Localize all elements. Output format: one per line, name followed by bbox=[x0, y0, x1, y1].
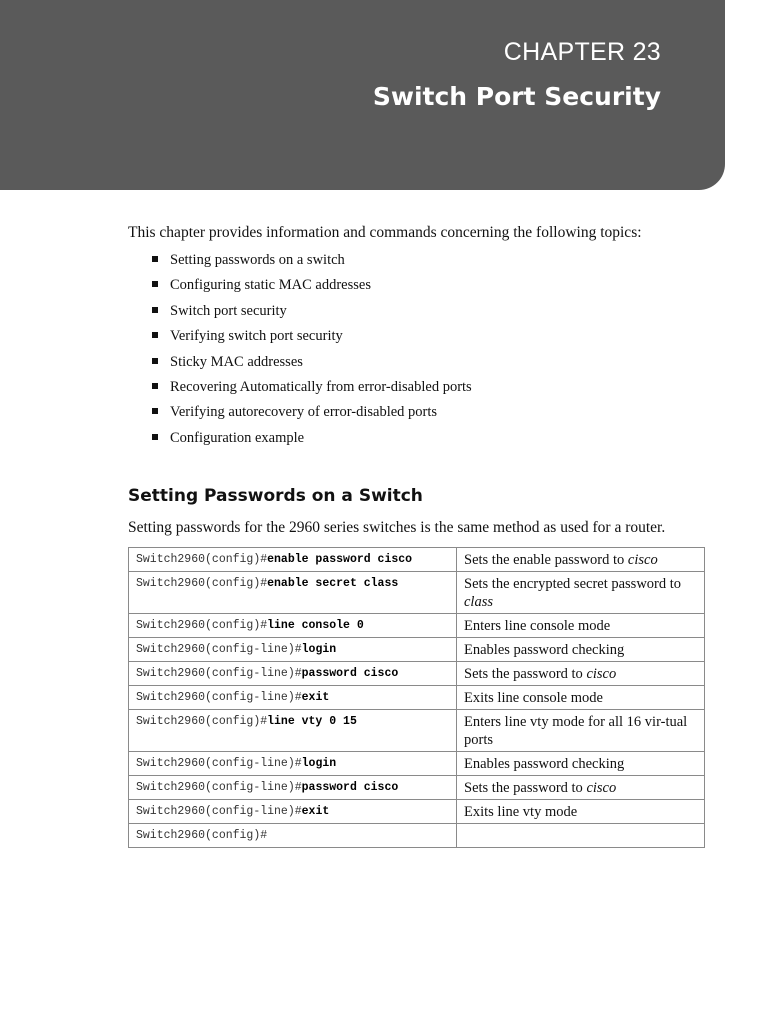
table-row bbox=[129, 752, 705, 776]
description-cell bbox=[457, 800, 705, 824]
description-emphasis: class bbox=[464, 594, 493, 610]
command-prompt: Switch2960(config-line)# bbox=[136, 691, 302, 704]
topic-item bbox=[152, 402, 472, 427]
topic-item bbox=[152, 326, 472, 351]
section-heading: Setting Passwords on a Switch bbox=[128, 486, 423, 506]
topic-item bbox=[152, 352, 472, 377]
command-prompt: Switch2960(config)# bbox=[136, 577, 268, 590]
bullet-icon bbox=[152, 307, 158, 313]
description-cell bbox=[457, 638, 705, 662]
topic-label: Sticky MAC addresses bbox=[170, 353, 303, 370]
command-cell bbox=[129, 614, 457, 638]
table-row bbox=[129, 662, 705, 686]
command-cell bbox=[129, 752, 457, 776]
command-prompt: Switch2960(config)# bbox=[136, 553, 268, 566]
description-cell bbox=[457, 686, 705, 710]
command-cell bbox=[129, 662, 457, 686]
topic-item bbox=[152, 428, 472, 453]
command-keyword: password cisco bbox=[301, 781, 399, 794]
description-cell bbox=[457, 752, 705, 776]
section-text: Setting passwords for the 2960 series switches is the same method as used for a router. bbox=[128, 519, 666, 536]
command-prompt: Switch2960(config-line)# bbox=[136, 757, 302, 770]
description-cell bbox=[457, 824, 705, 848]
command-prompt: Switch2960(config-line)# bbox=[136, 781, 302, 794]
command-prompt: Switch2960(config-line)# bbox=[136, 667, 302, 680]
topic-label: Verifying autorecovery of error-disabled ports bbox=[170, 404, 438, 421]
table-row bbox=[129, 638, 705, 662]
description-text: Sets the enable password to bbox=[464, 552, 628, 568]
command-keyword: login bbox=[301, 757, 337, 770]
command-cell bbox=[129, 638, 457, 662]
description-text: Enters line console mode bbox=[464, 618, 611, 634]
description-text: Enters line vty mode for all 16 vir-tual ports bbox=[464, 714, 688, 748]
topic-label: Switch port security bbox=[170, 302, 287, 319]
topic-label: Configuring static MAC addresses bbox=[170, 277, 371, 294]
description-text: Enables password checking bbox=[464, 756, 625, 772]
description-text: Sets the encrypted secret password to bbox=[464, 576, 682, 592]
table-row bbox=[129, 572, 705, 614]
table-row bbox=[129, 824, 705, 848]
table-row bbox=[129, 686, 705, 710]
command-prompt: Switch2960(config-line)# bbox=[136, 643, 302, 656]
chapter-banner bbox=[0, 0, 725, 190]
command-keyword: exit bbox=[301, 691, 330, 704]
description-text: Sets the password to bbox=[464, 666, 587, 682]
description-emphasis: cisco bbox=[586, 666, 617, 682]
description-cell bbox=[457, 776, 705, 800]
topic-item bbox=[152, 275, 472, 300]
bullet-icon bbox=[152, 358, 158, 364]
command-cell bbox=[129, 686, 457, 710]
command-cell bbox=[129, 572, 457, 614]
description-cell bbox=[457, 548, 705, 572]
command-keyword: password cisco bbox=[301, 667, 399, 680]
command-keyword: exit bbox=[301, 805, 330, 818]
description-text: Sets the password to bbox=[464, 780, 587, 796]
command-cell bbox=[129, 824, 457, 848]
description-text: Exits line console mode bbox=[464, 690, 603, 706]
topic-label: Verifying switch port security bbox=[170, 328, 343, 345]
description-cell bbox=[457, 614, 705, 638]
table-row bbox=[129, 800, 705, 824]
topic-item bbox=[152, 301, 472, 326]
description-emphasis: cisco bbox=[586, 780, 617, 796]
command-keyword: line vty 0 15 bbox=[267, 715, 357, 728]
command-prompt: Switch2960(config)# bbox=[136, 829, 268, 842]
description-cell bbox=[457, 572, 705, 614]
command-table bbox=[128, 547, 705, 848]
command-keyword: enable password cisco bbox=[267, 553, 413, 566]
table-row bbox=[129, 548, 705, 572]
command-keyword: login bbox=[301, 643, 337, 656]
chapter-number: CHAPTER 23 bbox=[503, 38, 661, 66]
topic-list bbox=[152, 250, 472, 453]
table-row bbox=[129, 710, 705, 752]
chapter-title: Switch Port Security bbox=[372, 82, 661, 111]
command-cell bbox=[129, 710, 457, 752]
topic-label: Recovering Automatically from error-disabled ports bbox=[170, 378, 472, 395]
description-text: Enables password checking bbox=[464, 642, 625, 658]
topic-label: Configuration example bbox=[170, 429, 305, 446]
command-keyword: line console 0 bbox=[267, 619, 364, 632]
bullet-icon bbox=[152, 332, 158, 338]
topic-label: Setting passwords on a switch bbox=[170, 252, 345, 268]
bullet-icon bbox=[152, 383, 158, 389]
bullet-icon bbox=[152, 408, 158, 414]
command-cell bbox=[129, 776, 457, 800]
description-cell bbox=[457, 710, 705, 752]
table-row bbox=[129, 776, 705, 800]
intro-text: This chapter provides information and commands concerning the following topics: bbox=[128, 224, 642, 241]
command-cell bbox=[129, 548, 457, 572]
topic-item bbox=[152, 250, 472, 275]
command-keyword: enable secret class bbox=[267, 577, 399, 590]
description-text: Exits line vty mode bbox=[464, 804, 578, 820]
topic-item bbox=[152, 377, 472, 402]
command-prompt: Switch2960(config)# bbox=[136, 619, 268, 632]
bullet-icon bbox=[152, 434, 158, 440]
description-cell bbox=[457, 662, 705, 686]
bullet-icon bbox=[152, 281, 158, 287]
command-prompt: Switch2960(config)# bbox=[136, 715, 268, 728]
command-prompt: Switch2960(config-line)# bbox=[136, 805, 302, 818]
command-cell bbox=[129, 800, 457, 824]
table-row bbox=[129, 614, 705, 638]
description-emphasis: cisco bbox=[627, 552, 658, 568]
bullet-icon bbox=[152, 256, 158, 262]
